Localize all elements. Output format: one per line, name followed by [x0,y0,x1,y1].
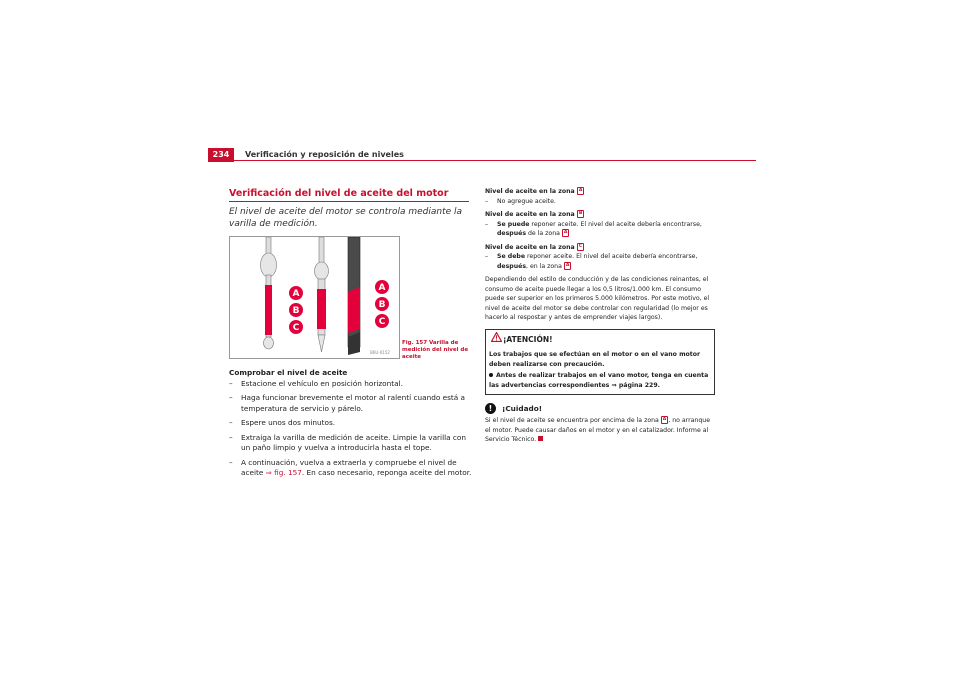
figure-label-c-right: C [378,317,386,327]
page-reference-link[interactable]: ⇒ página 229 [611,381,658,389]
right-column [485,187,715,445]
warning-icon [491,332,502,342]
warning-text-1: Los trabajos que se efectúan en el motor o en el vano motor deben realizarse con precaución. [489,351,701,368]
end-of-section-icon [538,436,543,441]
figure-label-b: B [292,306,300,316]
check-title: Comprobar el nivel de aceite [229,368,348,377]
dipstick-figure [229,236,400,359]
caution-title: ! ¡Cuidado! [485,403,715,414]
list-item: – A continuación, vuelva a extraerla y compruebe el nivel de aceite ⇒ fig. 157. En caso necesario, reponga aceite del motor. [229,457,472,477]
list-item: – Haga funcionar brevemente el motor al ralentí cuando está a temperatura de servicio y párelo. [229,393,466,413]
figure-label-b-right: B [378,300,386,310]
zone-badge-a: A [565,262,570,268]
figure-label-a-right: A [378,283,386,293]
zone-a-title: Nivel de aceite en la zona A [485,188,583,195]
zone-badge-a: A [662,417,667,422]
zone-badge-b: B [578,211,583,216]
section-rule [229,201,469,202]
zone-badge-a: A [563,230,568,235]
zone-b-title: Nivel de aceite en la zona B [485,211,583,218]
caution-text: Si el nivel de aceite se encuentra por encima de la zona A , no arranque el motor. Puede causar daños en el motor y en el catalizador. Informe al Servicio Técnico. [485,417,711,443]
zone-badge-a: A [578,188,583,193]
exclamation-icon: ! [485,403,496,414]
warning-box [485,329,715,396]
list-item: – Espere unos dos minutos. [229,418,336,427]
list-item: – Se puede reponer aceite. El nivel del aceite debería encontrarse, después de la zona A [485,220,702,237]
figure-code: B6U-0152 [370,350,390,355]
running-header: Verificación y reposición de niveles [245,150,404,159]
dipstick-illustration [230,237,399,358]
bullet-icon [489,373,493,377]
figure-label-a: A [292,289,300,299]
section-title: Verificación del nivel de aceite del motor [229,188,449,199]
fig-reference-link[interactable]: ⇒ fig. 157 [265,468,302,477]
list-item: – No agregue aceite. [485,197,556,205]
figure-caption: Fig. 157 Varilla de medición del nivel de aceite [402,340,469,360]
page-number: 234 [208,148,234,162]
zone-badge-c: C [578,243,583,249]
list-item: – Se debe reponer aceite. El nivel del aceite debería encontrarse, después, en la zona A [485,253,698,270]
warning-title: ¡ATENCIÓN! [503,335,711,345]
header-rule [208,160,756,161]
list-item: – Estacione el vehículo en posición horizontal. [229,378,403,388]
zone-c-title: Nivel de aceite en la zona C [485,243,583,251]
list-item: – Extraiga la varilla de medición de aceite. Limpie la varilla con un paño limpio y vuelva a introducirla hasta el tope. [229,432,467,452]
left-column [229,368,474,483]
figure-label-c: C [292,323,300,333]
warning-text-2: Antes de realizar trabajos en el vano motor, tenga en cuenta las advertencias correspondientes ⇒ página 229. [489,372,709,389]
section-lead: El nivel de aceite del motor se controla mediante la varilla de medición. [229,207,463,229]
consumption-paragraph: Dependiendo del estilo de conducción y de las condiciones reinantes, el consumo de aceite puede llegar a los 0,5 litros/1.000 km. El consumo puede ser superior en los primeros 5.000 kilómetros. Por este motivo, el nivel de aceite del motor se debe controlar con regularidad (lo mejor es hacerlo al respostar y antes de emprender viajes largos). [485,276,710,321]
